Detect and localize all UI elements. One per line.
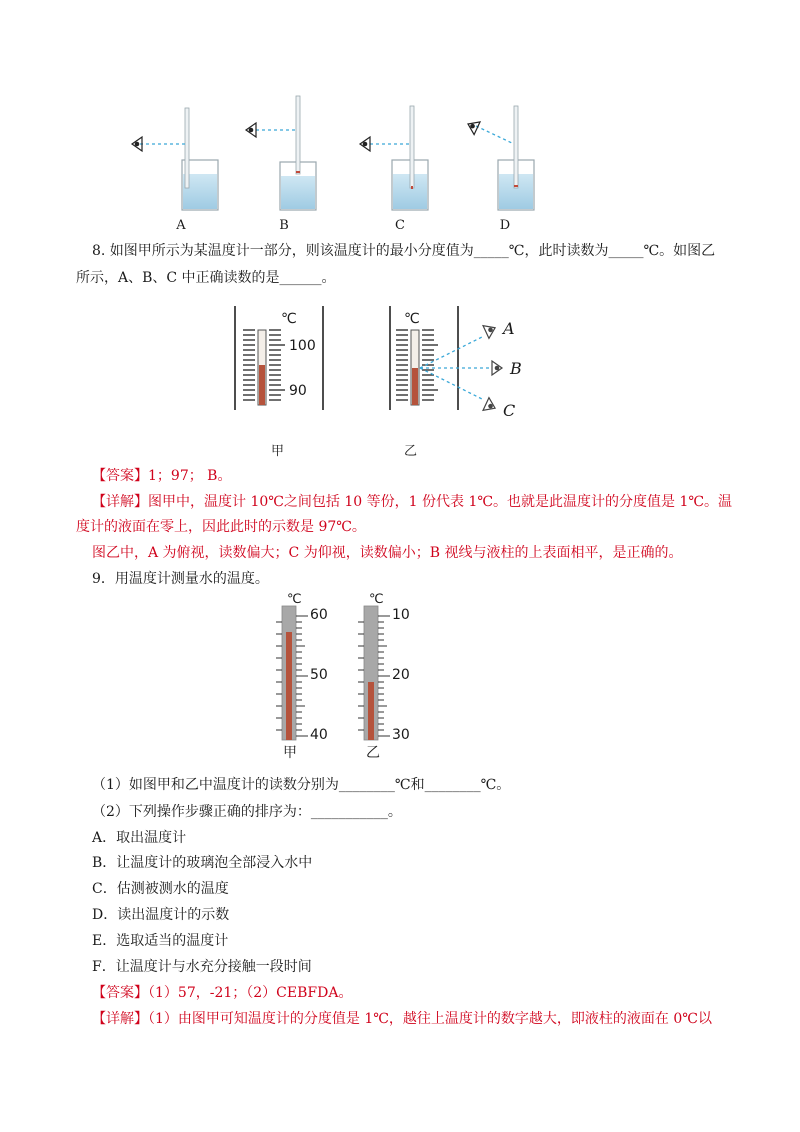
jia-caption: 甲 (271, 444, 285, 459)
q9-option-b: B．让温度计的玻璃泡全部浸入水中 (92, 855, 313, 871)
q9-option-e: E．选取适当的温度计 (92, 933, 229, 949)
mercury-column (259, 365, 265, 405)
q8-answer: 【答案】1；97； B。 (92, 468, 232, 484)
label-b: B (279, 218, 289, 233)
q8-line1: 8. 如图甲所示为某温度计一部分，则该温度计的最小分度值为_____℃，此时读数为_____℃。如图乙 (92, 243, 716, 259)
q9-sub1: （1）如图甲和乙中温度计的读数分别为________℃和________℃。 (92, 777, 511, 793)
q8-figure-jia (225, 300, 335, 415)
beaker-c (360, 106, 428, 210)
q9-yi-caption: 乙 (366, 745, 380, 761)
q8-detail-1: 【详解】图甲中，温度计 10℃之间包括 10 等份，1 份代表 1℃。也就是此温度计的分度值是 1℃。温 (92, 494, 733, 510)
q9-jia-tick-50: 50 (310, 667, 328, 683)
figure-beakers (120, 92, 560, 222)
eye-label-a: A (503, 319, 515, 338)
q9-jia-tick-60: 60 (310, 607, 328, 623)
mercury-column (286, 632, 292, 740)
eye-icon-c (483, 398, 498, 415)
beaker-b (246, 96, 316, 210)
jia-tick-90: 90 (289, 383, 307, 399)
q9-option-a: A．取出温度计 (92, 830, 187, 846)
eye-label-b: B (510, 359, 522, 378)
q8-detail-2: 度计的液面在零上，因此此时的示数是 97℃。 (76, 519, 366, 535)
beaker-a (132, 108, 218, 210)
q9-yi-tick-10: 10 (392, 607, 410, 623)
beakers-illustration (120, 92, 560, 222)
yi-caption: 乙 (404, 444, 418, 459)
q9-jia-caption: 甲 (283, 745, 297, 761)
jia-tick-100: 100 (289, 338, 316, 354)
eye-icon-b (492, 361, 502, 375)
q8-detail-3: 图乙中，A 为俯视，读数偏大；C 为仰视，读数偏小；B 视线与液柱的上表面相平，是正确的。 (92, 545, 683, 561)
q9-jia-tick-40: 40 (310, 727, 328, 743)
label-d: D (499, 218, 511, 233)
eye-icon (360, 137, 370, 151)
yi-unit: ℃ (404, 311, 420, 327)
q9-answer: 【答案】（1）57，-21；（2）CEBFDA。 (92, 985, 353, 1001)
q9-option-d: D．读出温度计的示数 (92, 907, 230, 923)
mercury-column (368, 682, 374, 740)
thermometer-jia-scale (225, 300, 335, 415)
jia-unit: ℃ (281, 311, 297, 327)
label-c: C (395, 218, 405, 233)
q9-option-c: C．估测被测水的温度 (92, 881, 229, 897)
eye-label-c: C (503, 401, 516, 420)
q9-option-f: F．让温度计与水充分接触一段时间 (92, 959, 312, 975)
q9-yi-tick-20: 20 (392, 667, 410, 683)
mercury-column (412, 368, 418, 405)
beaker-d (465, 106, 534, 210)
eye-icon-a (483, 321, 498, 338)
q9-jia-unit: ℃ (287, 592, 302, 607)
label-a: A (176, 218, 186, 233)
eye-icon (246, 123, 256, 137)
q8-line2: 所示，A、B、C 中正确读数的是______。 (76, 270, 336, 286)
eye-icon (465, 118, 480, 135)
q9-yi-tick-30: 30 (392, 727, 410, 743)
q9-title: 9．用温度计测量水的温度。 (92, 571, 269, 587)
q9-yi-unit: ℃ (369, 592, 384, 607)
q9-detail: 【详解】（1）由图甲可知温度计的分度值是 1℃，越往上温度计的数字越大，即液柱的液面在 0℃以 (92, 1011, 712, 1027)
q9-sub2: （2）下列操作步骤正确的排序为：___________。 (92, 804, 402, 820)
